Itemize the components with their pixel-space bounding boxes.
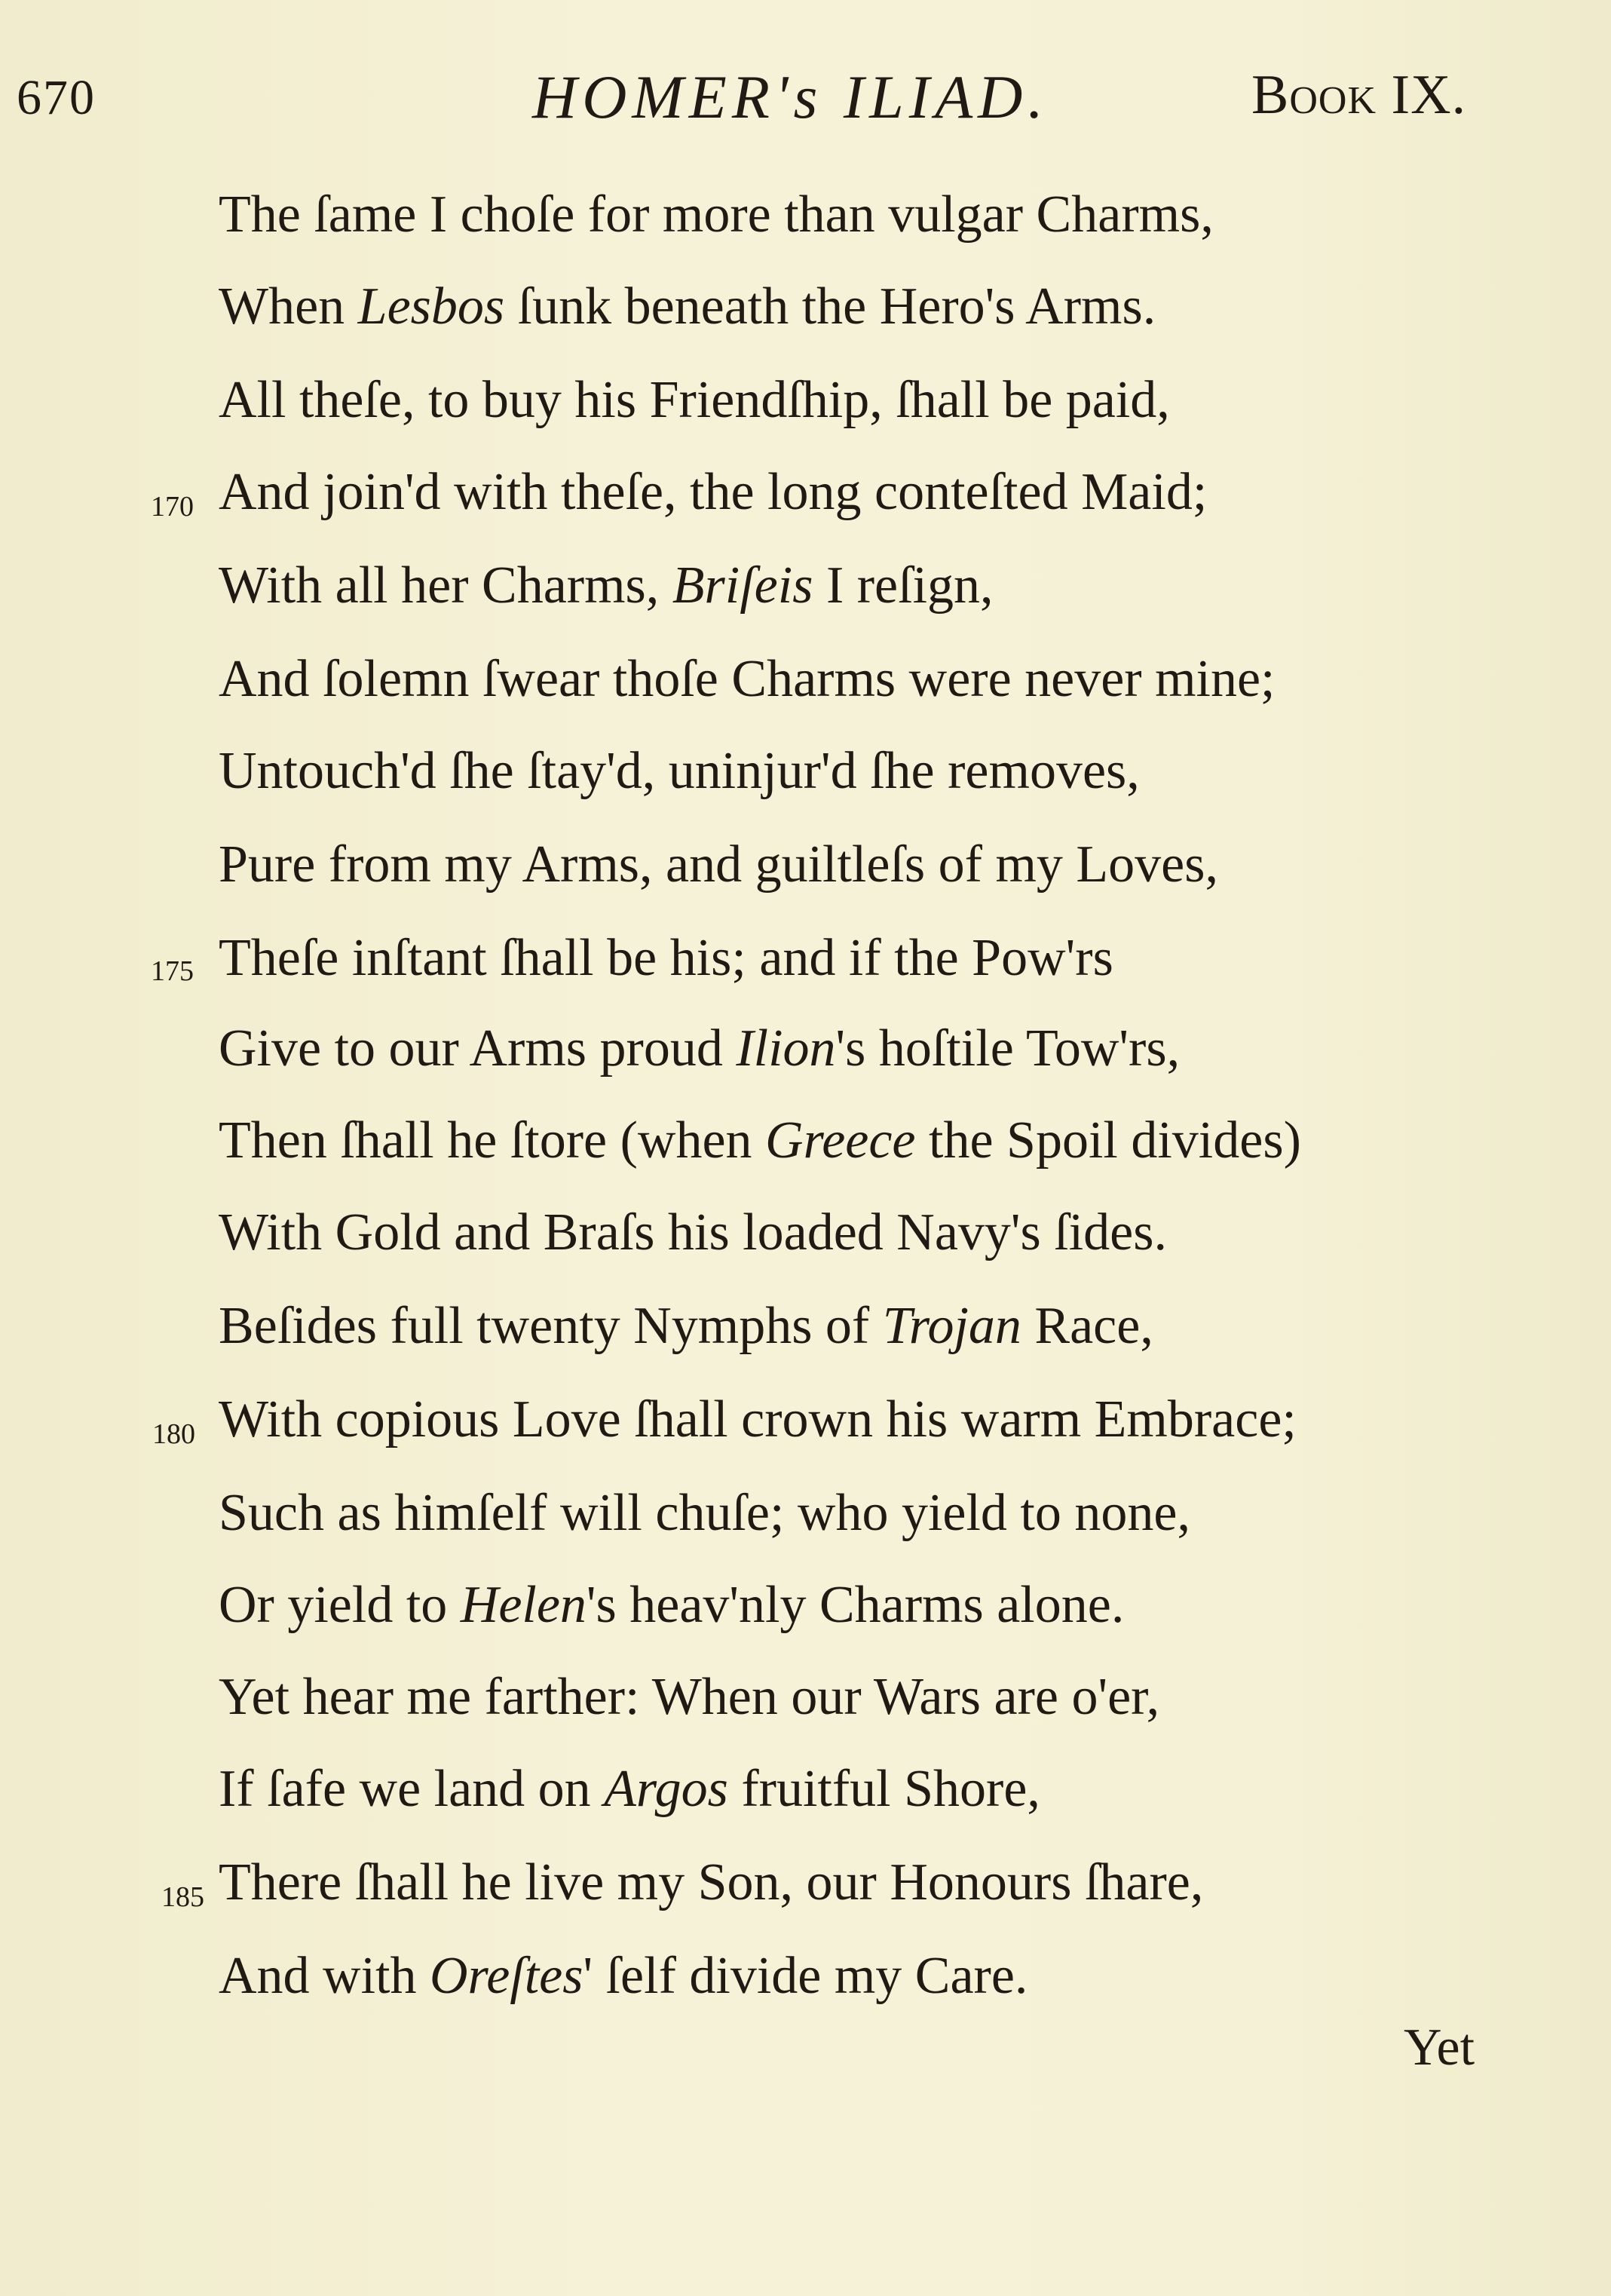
verse-line: Then ſhall he ſtore (when Greece the Spoil divides) bbox=[219, 1111, 1301, 1169]
verse-line: Give to our Arms proud Ilion's hoſtile Tow'rs, bbox=[219, 1019, 1181, 1077]
proper-name: Trojan bbox=[882, 1297, 1021, 1355]
catchword: Yet bbox=[1404, 2019, 1475, 2077]
verse-line: And join'd with theſe, the long conteſted Maid; bbox=[219, 463, 1208, 521]
verse-line: Untouch'd ſhe ſtay'd, uninjur'd ſhe removes, bbox=[219, 742, 1140, 800]
verse-line: With all her Charms, Briſeis I reſign, bbox=[219, 556, 994, 615]
verse-line: Or yield to Helen's heav'nly Charms alone. bbox=[219, 1576, 1125, 1634]
proper-name: Ilion bbox=[736, 1019, 836, 1077]
line-number: 185 bbox=[161, 1881, 204, 1913]
proper-name: Argos bbox=[604, 1760, 728, 1818]
line-number: 180 bbox=[152, 1418, 195, 1450]
verse-line: Theſe inſtant ſhall be his; and if the Pow'rs bbox=[219, 929, 1113, 987]
verse-line: If ſafe we land on Argos fruitful Shore, bbox=[219, 1760, 1040, 1818]
proper-name: Lesbos bbox=[357, 277, 505, 336]
verse-line: All theſe, to buy his Friendſhip, ſhall be paid, bbox=[219, 371, 1170, 429]
line-number: 170 bbox=[151, 491, 194, 523]
book-label: Book IX. bbox=[1251, 64, 1467, 126]
verse-line: Such as himſelf will chuſe; who yield to none, bbox=[219, 1484, 1190, 1542]
verse-line: With Gold and Braſs his loaded Navy's ſides. bbox=[219, 1203, 1167, 1261]
verse-line: When Lesbos ſunk beneath the Hero's Arms. bbox=[219, 277, 1156, 336]
verse-line: Yet hear me farther: When our Wars are o'er, bbox=[219, 1668, 1160, 1726]
proper-name: Briſeis bbox=[672, 556, 813, 615]
verse-line: There ſhall he live my Son, our Honours ſhare, bbox=[219, 1853, 1204, 1911]
line-number: 175 bbox=[151, 955, 194, 987]
verse-line: And ſolemn ſwear thoſe Charms were never mine; bbox=[219, 650, 1276, 708]
verse-line: Pure from my Arms, and guiltleſs of my Loves, bbox=[219, 835, 1218, 894]
running-title: HOMER's ILIAD. bbox=[532, 63, 1049, 131]
page-number: 670 bbox=[17, 70, 96, 125]
proper-name: Oreſtes bbox=[430, 1947, 583, 2005]
proper-name: Greece bbox=[765, 1111, 916, 1169]
verse-line: With copious Love ſhall crown his warm Embrace; bbox=[219, 1390, 1297, 1448]
verse-line: Beſides full twenty Nymphs of Trojan Race, bbox=[219, 1297, 1153, 1355]
verse-line: The ſame I choſe for more than vulgar Charms, bbox=[219, 185, 1214, 244]
verse-line: And with Oreſtes' ſelf divide my Care. bbox=[219, 1947, 1028, 2005]
proper-name: Helen bbox=[460, 1576, 587, 1634]
